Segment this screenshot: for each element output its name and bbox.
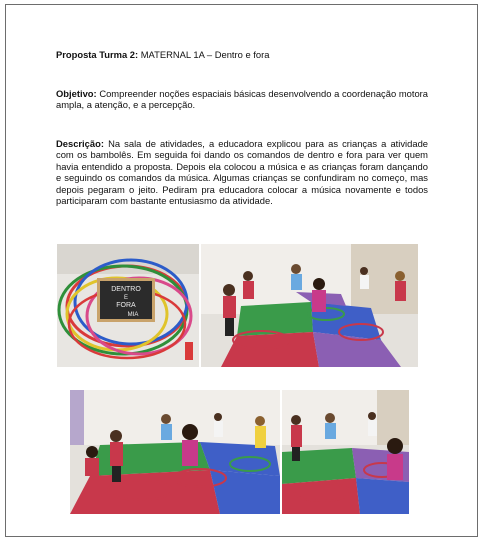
activity-title: Proposta Turma 2: MATERNAL 1A – Dentro e fora — [56, 49, 270, 60]
photo-hoops-chalkboard — [57, 244, 199, 367]
chalkboard-line-2: E — [123, 295, 129, 301]
chalkboard-line-1: DENTRO — [111, 286, 141, 293]
objective-paragraph: Objetivo: Compreender noções espaciais básicas desenvolvendo a coordenação motora ampla, a atenção, e a percepção. — [56, 88, 429, 111]
description-paragraph: Descrição: Na sala de atividades, a educadora explicou para as crianças a atividade com os bambolês. Em seguida foi dando os comandos de dentro e fora para ver quem havia entendido a proposta. Depois ela colocou a música e as crianças foram dançando e seguindo os comandos da música. Algumas crianças se confundiram no começo, mas depois pegaram o jeito. Pediram pra educadora colocar a música novamente e todos participaram com bastante entusiasmo da atividade. — [56, 138, 428, 207]
objective-text: Compreender noções espaciais básicas desenvolvendo a coordenação motora ampla, a atenção, e a percepção. — [56, 88, 429, 111]
photo-children-mats-1 — [201, 244, 418, 367]
chalkboard-line-3: FORA — [116, 302, 136, 309]
document-page — [5, 4, 478, 537]
title-label: Proposta Turma 2 — [56, 49, 136, 60]
description-label: Descrição — [56, 138, 101, 149]
title-text: MATERNAL 1A – Dentro e fora — [140, 49, 270, 60]
description-text: Na sala de atividades, a educadora explicou para as crianças a atividade com os bambolês. Em seguida foi dando os comandos de dentro e fora para ver quem havia entendido a proposta. Depois ela colocou a música e as crianças foram dançando e seguindo os comandos da música. Algumas crianças se confundiram no começo, mas depois pegaram o jeito. Pediram pra educadora colocar a música novamente e todos participaram com bastante entusiasmo da atividade. — [56, 138, 428, 207]
photo-children-hoops-2 — [70, 390, 280, 514]
objective-label: Objetivo — [56, 88, 94, 99]
photo-children-hoops-3 — [282, 390, 409, 514]
chalkboard-line-4: MIA — [127, 312, 139, 318]
